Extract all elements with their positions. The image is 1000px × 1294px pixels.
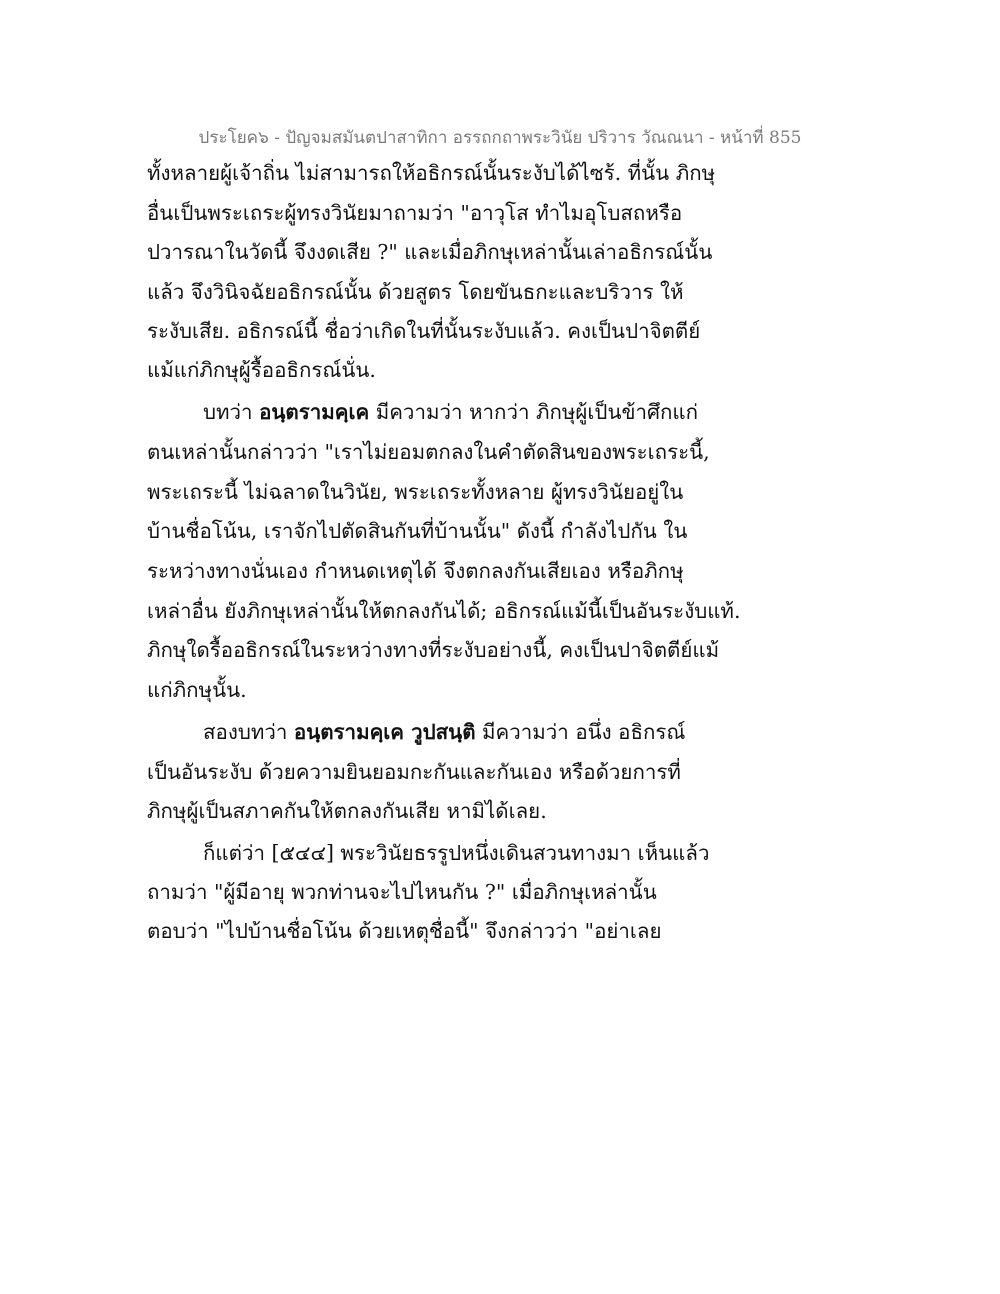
paragraph-first-line [203, 397, 698, 427]
text-span: บทว่า [203, 400, 260, 424]
text-line: ปวารณาในวัดนี้ จึงงดเสีย ?" และเมื่อภิกษุเหล่านั้นเล่าอธิกรณ์นั้น [147, 240, 713, 264]
text-line: เหล่าอื่น ยังภิกษุเหล่านั้นให้ตกลงกันได้; อธิกรณ์แม้นี้เป็นอันระงับแท้. [147, 599, 741, 623]
text-line: แก่ภิกษุนั้น. [147, 678, 247, 702]
text-line: แล้ว จึงวินิจฉัยอธิกรณ์นั้น ด้วยสูตร โดยขันธกะและบริวาร ให้ [147, 280, 684, 304]
pali-term: อนฺตรามคฺเค วูปสนฺติ [293, 720, 476, 744]
text-line: เป็นอันระงับ ด้วยความยินยอมกะกันและกันเอง หรือด้วยการที่ [147, 760, 681, 784]
text-line: ตอบว่า "ไปบ้านชื่อโน้น ด้วยเหตุชื่อนี้" จึงกล่าวว่า "อย่าเลย [147, 919, 662, 943]
text-span: มีความว่า หากว่า ภิกษุผู้เป็นข้าศึกแก่ [369, 400, 699, 424]
text-span: สองบทว่า [203, 720, 294, 744]
text-line: ระงับเสีย. อธิกรณ์นี้ ชื่อว่าเกิดในที่นั้นระงับแล้ว. คงเป็นปาจิตตีย์ [147, 319, 701, 343]
text-line: ภิกษุใดรื้ออธิกรณ์ในระหว่างทางที่ระงับอย่างนี้, คงเป็นปาจิตตีย์แม้ [147, 638, 720, 662]
text-line: ภิกษุผู้เป็นสภาคกันให้ตกลงกันเสีย หามิได้เลย. [147, 799, 547, 823]
paragraph-first-line [203, 717, 685, 747]
text-span: มีความว่า อนึ่ง อธิกรณ์ [475, 720, 686, 744]
pali-term: อนฺตรามคฺเค [259, 400, 370, 424]
text-line: ระหว่างทางนั่นเอง กำหนดเหตุได้ จึงตกลงกันเสียเอง หรือภิกษุ [147, 559, 684, 583]
running-head: ประโยค๖ - ปัญจมสมันตปาสาทิกา อรรถกถาพระวินัย ปริวาร วัณณนา - หน้าที่ 855 [198, 128, 802, 148]
text-line: อื่นเป็นพระเถระผู้ทรงวินัยมาถามว่า "อาวุโส ทำไมอุโบสถหรือ [147, 201, 683, 225]
text-line: ทั้งหลายผู้เจ้าถิ่น ไม่สามารถให้อธิกรณ์นั้นระงับได้ไซร้. ที่นั้น ภิกษุ [147, 161, 716, 185]
text-line: พระเถระนี้ ไม่ฉลาดในวินัย, พระเถระทั้งหลาย ผู้ทรงวินัยอยู่ใน [147, 480, 684, 504]
paragraph-first-line: ก็แต่ว่า [๕๔๔] พระวินัยธรรูปหนึ่งเดินสวนทางมา เห็นแล้ว [203, 841, 710, 865]
text-line: ถามว่า "ผู้มีอายุ พวกท่านจะไปไหนกัน ?" เมื่อภิกษุเหล่านั้น [147, 880, 657, 904]
text-line: ตนเหล่านั้นกล่าวว่า "เราไม่ยอมตกลงในคำตัดสินของพระเถระนี้, [147, 440, 710, 464]
text-line: บ้านชื่อโน้น, เราจักไปตัดสินกันที่บ้านนั้น" ดังนี้ กำลังไปกัน ใน [147, 519, 688, 543]
text-line: แม้แก่ภิกษุผู้รื้ออธิกรณ์นั่น. [147, 358, 376, 382]
